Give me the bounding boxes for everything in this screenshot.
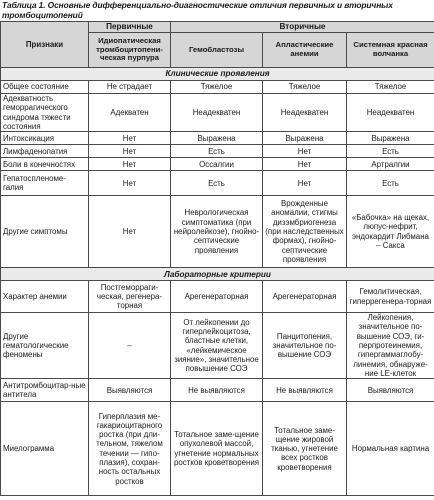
- cell-hemoblastoses: Есть: [171, 145, 263, 158]
- row-label: Лимфаденопатия: [1, 145, 89, 158]
- cell-hemoblastoses: Не выявляются: [171, 379, 263, 402]
- section-lab: Лабораторные критерии: [1, 268, 434, 281]
- row-label: Адекватность геморрагического синдрома тяжести состояния: [1, 94, 89, 132]
- cell-aplastic: Панцитопения, значительное по-вышение СОЭ: [263, 313, 347, 379]
- cell-aplastic: Не выявляются: [263, 379, 347, 402]
- cell-aplastic: Тотальное заме-щение жировой тканью, угнетение всех ростков кроветворения: [263, 402, 347, 496]
- cell-aplastic: Выражена: [263, 132, 347, 145]
- table-row: [1, 171, 434, 196]
- header-row-1: [1, 22, 434, 33]
- cell-aplastic: Нет: [263, 145, 347, 158]
- section-row-lab: [1, 268, 434, 281]
- cell-sle: Выявляются: [347, 379, 434, 402]
- table-row: [1, 158, 434, 171]
- cell-sle: Артралгии: [347, 158, 434, 171]
- cell-itp: Нет: [89, 132, 171, 145]
- section-row-clinical: [1, 68, 434, 81]
- section-clinical: Клинические проявления: [1, 68, 434, 81]
- row-label: Другие симптомы: [1, 196, 89, 268]
- cell-hemoblastoses: Тотальное заме-щение опухолевой массой, угнетение нормальных ростков кроветворения: [171, 402, 263, 496]
- table-caption: Таблица 1. Основные дифференциально-диагностические отличия первичных и вторичных тромбоцитопений: [2, 0, 393, 20]
- row-label: Антитромбоцитар-ные антитела: [1, 379, 89, 402]
- cell-sle: Неадекватен: [347, 94, 434, 132]
- cell-hemoblastoses: Неадекватен: [171, 94, 263, 132]
- cell-sle: Есть: [347, 171, 434, 196]
- cell-aplastic: Неадекватен: [263, 94, 347, 132]
- row-label: Другие гематологические феномены: [1, 313, 89, 379]
- diagnostic-table: [0, 21, 434, 496]
- cell-itp: Постгеморраги-ческая, регенера-торная: [89, 281, 171, 313]
- row-label: Боли в конечностях: [1, 158, 89, 171]
- cell-aplastic: Врожденные аномалии, стигмы дизэмбриогенеза (при наследственных формах), гнойно-септические проявления: [263, 196, 347, 268]
- cell-itp: Выявляются: [89, 379, 171, 402]
- table-row: [1, 379, 434, 402]
- cell-itp: Нет: [89, 158, 171, 171]
- header-aplastic-anemia: Апластические анемии: [263, 33, 347, 68]
- table-row: [1, 145, 434, 158]
- table-row: [1, 402, 434, 496]
- row-label: Интоксикация: [1, 132, 89, 145]
- cell-aplastic: Тяжелое: [263, 81, 347, 94]
- cell-hemoblastoses: Оссалгии: [171, 158, 263, 171]
- cell-itp: Адекватен: [89, 94, 171, 132]
- cell-hemoblastoses: Неврологическая симптоматика (при нейролейкозе), гнойно-септические проявления: [171, 196, 263, 268]
- cell-sle: Выражена: [347, 132, 434, 145]
- header-secondary: Вторичные: [171, 22, 434, 33]
- cell-hemoblastoses: Есть: [171, 171, 263, 196]
- cell-aplastic: Нет: [263, 171, 347, 196]
- table-row: [1, 196, 434, 268]
- cell-hemoblastoses: Выражена: [171, 132, 263, 145]
- table-row: [1, 281, 434, 313]
- cell-sle: «Бабочка» на щеках, люпус-нефрит, эндокардит Либмана – Сакса: [347, 196, 434, 268]
- cell-aplastic: Нет: [263, 158, 347, 171]
- header-signs: Признаки: [1, 22, 89, 68]
- cell-itp: –: [89, 313, 171, 379]
- row-label: Общее состояние: [1, 81, 89, 94]
- cell-itp: Нет: [89, 196, 171, 268]
- cell-sle: Тяжелое: [347, 81, 434, 94]
- table-row: [1, 81, 434, 94]
- cell-itp: Нет: [89, 171, 171, 196]
- row-label: Характер анемии: [1, 281, 89, 313]
- table-row: [1, 94, 434, 132]
- header-sle: Системная красная волчанка: [347, 33, 434, 68]
- cell-hemoblastoses: Арегенераторная: [171, 281, 263, 313]
- table-row: [1, 313, 434, 379]
- header-itp: Идиопатическая тромбоцитопени-ческая пурпура: [89, 33, 171, 68]
- table-row: [1, 132, 434, 145]
- cell-sle: Лейкопения, значительное по-вышение СОЭ, ги-перпротеинемия, гипергаммаглобу-линемия, обнаруже-ние LE-клеток: [347, 313, 434, 379]
- cell-sle: Нормальная картина: [347, 402, 434, 496]
- row-label: Миелограмма: [1, 402, 89, 496]
- row-label: Гепатоспленоме-галия: [1, 171, 89, 196]
- cell-itp: Гиперплазия ме-гакариоцитарного ростка (при дли-тельном, тяжелом течении — гипо-плазия), сохран-ность остальных ростков: [89, 402, 171, 496]
- cell-sle: Есть: [347, 145, 434, 158]
- header-hemoblastoses: Гемобластозы: [171, 33, 263, 68]
- cell-hemoblastoses: От лейкопении до гиперлейкоцитоза, бластные клетки, «лейкемическое зияние», значительное повышение СОЭ: [171, 313, 263, 379]
- cell-sle: Гемолитическая, гиперрегенера-торная: [347, 281, 434, 313]
- cell-hemoblastoses: Тяжелое: [171, 81, 263, 94]
- cell-itp: Нет: [89, 145, 171, 158]
- cell-itp: Не страдает: [89, 81, 171, 94]
- header-primary: Первичные: [89, 22, 171, 33]
- cell-aplastic: Арегенераторная: [263, 281, 347, 313]
